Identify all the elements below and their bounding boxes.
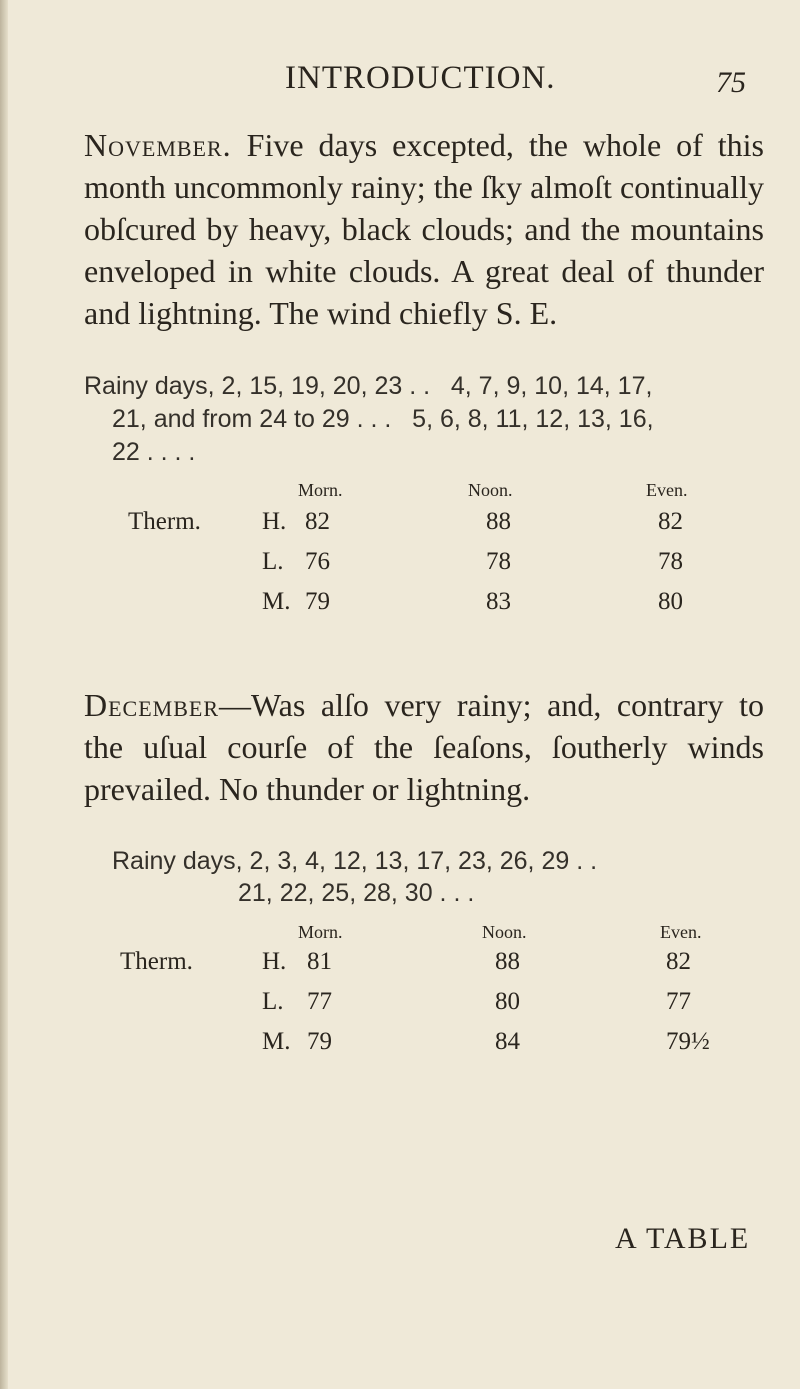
december-paragraph xyxy=(84,684,764,810)
cell-mean-morn: 79 xyxy=(305,588,330,615)
cell-mean-even: 80 xyxy=(658,588,683,615)
december-text: —Was alſo very rainy; and, contrary to the uſual courſe of the ſeaſons, ſoutherly winds prevailed. No thunder or lightning. xyxy=(84,687,764,807)
cell-mean-noon: 84 xyxy=(495,1028,520,1055)
row-label-mean: M. xyxy=(262,1028,291,1055)
cell-high-even: 82 xyxy=(666,948,691,975)
december-heading: December xyxy=(84,687,220,723)
column-header-noon: Noon. xyxy=(468,480,513,500)
cell-high-morn: 81 xyxy=(307,948,332,975)
cell-high-noon: 88 xyxy=(486,508,511,535)
running-title: INTRODUCTION. xyxy=(285,60,556,96)
cell-low-morn: 77 xyxy=(307,988,332,1015)
row-label-mean: M. xyxy=(262,588,291,615)
therm-label: Therm. xyxy=(128,508,201,535)
therm-label: Therm. xyxy=(120,948,193,975)
cell-low-noon: 80 xyxy=(495,988,520,1015)
november-rainy-line-1: Rainy days, 2, 15, 19, 20, 23 . . 4, 7, 9, 10, 14, 17, xyxy=(84,372,653,400)
row-label-high: H. xyxy=(262,948,287,975)
column-header-even: Even. xyxy=(660,922,702,942)
cell-mean-even: 79½ xyxy=(666,1028,710,1055)
row-label-high: H. xyxy=(262,508,287,535)
page-edge xyxy=(0,0,8,1389)
column-header-even: Even. xyxy=(646,480,688,500)
cell-low-even: 78 xyxy=(658,548,683,575)
cell-high-morn: 82 xyxy=(305,508,330,535)
december-rainy-line-2: 21, 22, 25, 28, 30 . . . xyxy=(238,879,475,907)
november-paragraph xyxy=(84,124,764,334)
cell-high-noon: 88 xyxy=(495,948,520,975)
row-label-low: L. xyxy=(262,548,284,575)
page-number: 75 xyxy=(716,66,746,99)
catchword: A TABLE xyxy=(615,1222,751,1255)
column-header-noon: Noon. xyxy=(482,922,527,942)
column-header-morn: Morn. xyxy=(298,480,343,500)
cell-low-noon: 78 xyxy=(486,548,511,575)
cell-high-even: 82 xyxy=(658,508,683,535)
page-header xyxy=(0,60,800,110)
cell-mean-noon: 83 xyxy=(486,588,511,615)
november-rainy-line-3: 22 . . . . xyxy=(112,438,196,466)
row-label-low: L. xyxy=(262,988,284,1015)
december-rainy-line-1: Rainy days, 2, 3, 4, 12, 13, 17, 23, 26, 29 . . xyxy=(112,847,598,875)
cell-low-morn: 76 xyxy=(305,548,330,575)
column-header-morn: Morn. xyxy=(298,922,343,942)
cell-low-even: 77 xyxy=(666,988,691,1015)
november-heading: November. xyxy=(84,127,232,163)
november-text: Five days excepted, the whole of this month uncommonly rainy; the ſky almoſt continually obſcured by heavy, black clouds; and the mountains enveloped in white clouds. A great deal of thunder and lightning. The wind chiefly S. E. xyxy=(84,127,764,331)
cell-mean-morn: 79 xyxy=(307,1028,332,1055)
november-rainy-line-2: 21, and from 24 to 29 . . . 5, 6, 8, 11, 12, 13, 16, xyxy=(112,405,654,433)
